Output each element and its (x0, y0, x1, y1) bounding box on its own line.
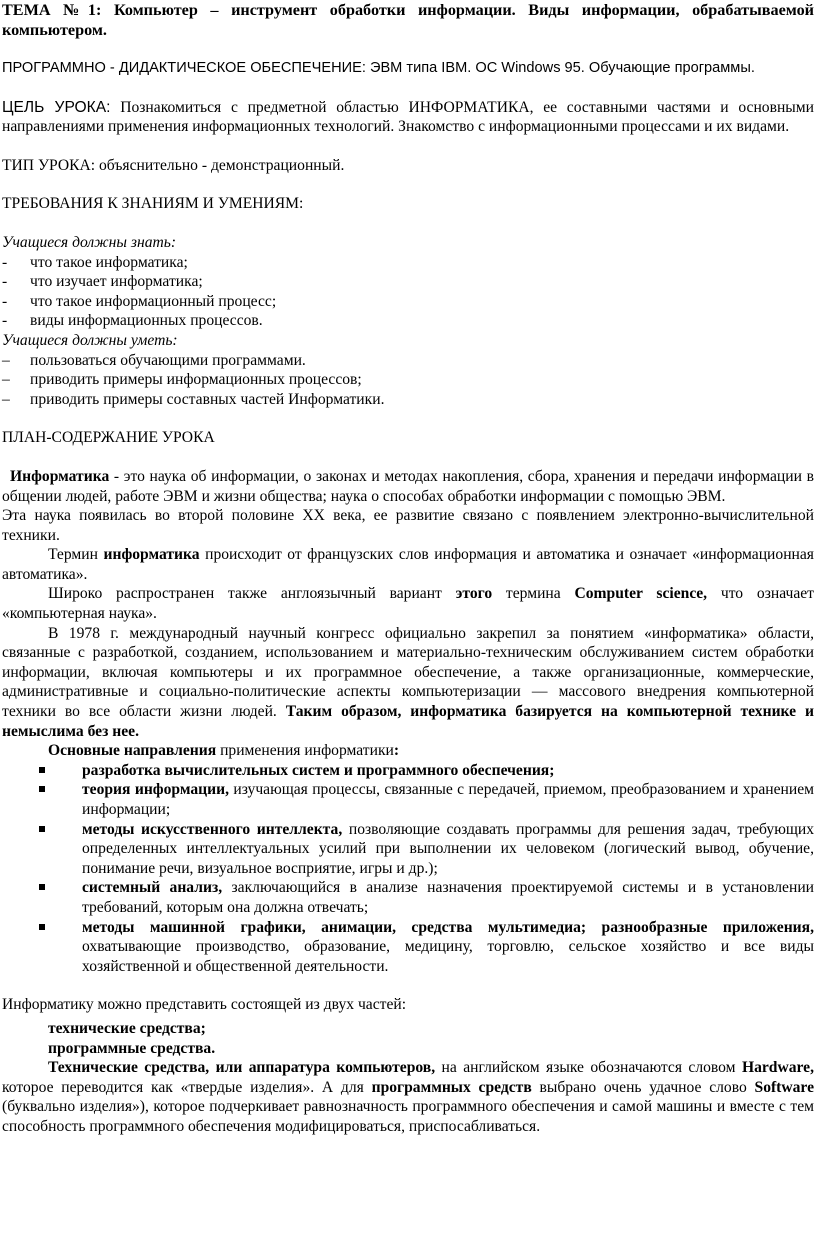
list-item: системный анализ, заключающийся в анализе назначения проектируемой системы и в установлении требований, которым она должна отвечать; (36, 878, 814, 917)
congress-paragraph: В 1978 г. международный научный конгресс официально закрепил за понятием «информатика» области, связанные с разработкой, созданием, использованием и материально-техническим обслуживанием систем обработки информации, включая компьютеры и их программное обеспечение, а также организационные, коммерческие, административные и социально-политические аспекты компьютеризации — массового внедрения компьютерной техники во все области жизни людей. Таким образом, информатика базируется на компьютерной технике и немыслима без нее. (2, 624, 814, 740)
list-item: разработка вычислительных систем и программного обеспечения; (36, 761, 814, 781)
bullet-square-icon (39, 826, 45, 832)
english-variant-paragraph: Широко распространен также англоязычный вариант этого термина Computer science, что означает «компьютерная наука». (2, 585, 814, 623)
lesson-title: ТЕМА №1: Компьютер – инструмент обработки информации. Виды информации, обрабатываемой компьютером. (2, 1, 814, 39)
part-hardware: технические средства; (48, 1019, 206, 1037)
list-item: - что изучает информатика; (2, 273, 203, 291)
list-item: - что такое информационный процесс; (2, 292, 277, 310)
bullet-square-icon (39, 786, 45, 792)
goal-label: ЦЕЛЬ УРОКА: (2, 98, 111, 116)
term-paragraph: Термин информатика происходит от французских слов информация и автоматика и означает «информационная автоматика». (2, 546, 814, 583)
directions-heading: Основные направления применения информатики: (48, 742, 400, 760)
definition-paragraph: Информатика - это наука об информации, о законах и методах накопления, сбора, хранения и передачи информации в общении людей, работе ЭВМ и жизни общества; наука о способах обработки информации с помощью ЭВМ. (2, 467, 814, 505)
history-paragraph: Эта наука появилась во второй половине XX века, ее развитие связано с появлением электронно-вычислительной техники. (2, 507, 814, 544)
part-software: программные средства. (48, 1039, 216, 1057)
know-heading: Учащиеся должны знать: (2, 233, 177, 251)
list-item: - виды информационных процессов. (2, 312, 263, 330)
list-item: методы машинной графики, анимации, средства мультимедиа; разнообразные приложения, охватывающие производство, образование, медицину, торговлю, сельское хозяйство и все виды хозяйственной и общественной деятельности. (36, 918, 814, 977)
software-line: ПРОГРАММНО - ДИДАКТИЧЕСКОЕ ОБЕСПЕЧЕНИЕ: ЭВМ типа IBM. ОС Windows 95. Обучающие программы. (2, 60, 755, 76)
directions-list (2, 761, 814, 977)
list-item: – приводить примеры составных частей Информатики. (2, 390, 385, 408)
know-list (2, 253, 814, 331)
bullet-square-icon (39, 767, 45, 773)
lesson-type: ТИП УРОКА: объяснительно - демонстрационный. (2, 156, 345, 174)
able-heading: Учащиеся должны уметь: (2, 331, 178, 349)
list-item: теория информации, изучающая процессы, связанные с передачей, приемом, преобразованием и хранением информации; (36, 780, 814, 819)
lesson-goal (2, 98, 814, 137)
able-list (2, 351, 814, 410)
bullet-square-icon (39, 924, 45, 930)
plan-heading: ПЛАН-СОДЕРЖАНИЕ УРОКА (2, 429, 215, 447)
list-item: - что такое информатика; (2, 253, 188, 271)
list-item: методы искусственного интеллекта, позволяющие создавать программы для решения задач, требующих определенных интеллектуальных усилий при выполнении их человеком (логический вывод, обучение, понимание речи, визуальное восприятие, игры и др.); (36, 820, 814, 879)
bullet-square-icon (39, 884, 45, 890)
hardware-software-paragraph: Технические средства, или аппаратура компьютеров, на английском языке обозначаются словом Hardware, которое переводится как «твердые изделия». А для программных средств выбрано очень удачное слово Software (буквально изделия»), которое подчеркивает равнозначность программного обеспечения и самой машины и вместе с тем способность программного обеспечения модифицироваться, приспосабливаться. (2, 1059, 814, 1135)
requirements-heading: ТРЕБОВАНИЯ К ЗНАНИЯМ И УМЕНИЯМ: (2, 195, 304, 213)
goal-text: Познакомиться с предметной областью ИНФОРМАТИКА, ее составными частями и основными направлениями применения информационных технологий. Знакомство с информационными процессами и их видами. (2, 98, 815, 136)
list-item: – приводить примеры информационных процессов; (2, 371, 362, 389)
parts-intro: Информатику можно представить состоящей из двух частей: (2, 996, 407, 1014)
list-item: – пользоваться обучающими программами. (2, 351, 306, 369)
